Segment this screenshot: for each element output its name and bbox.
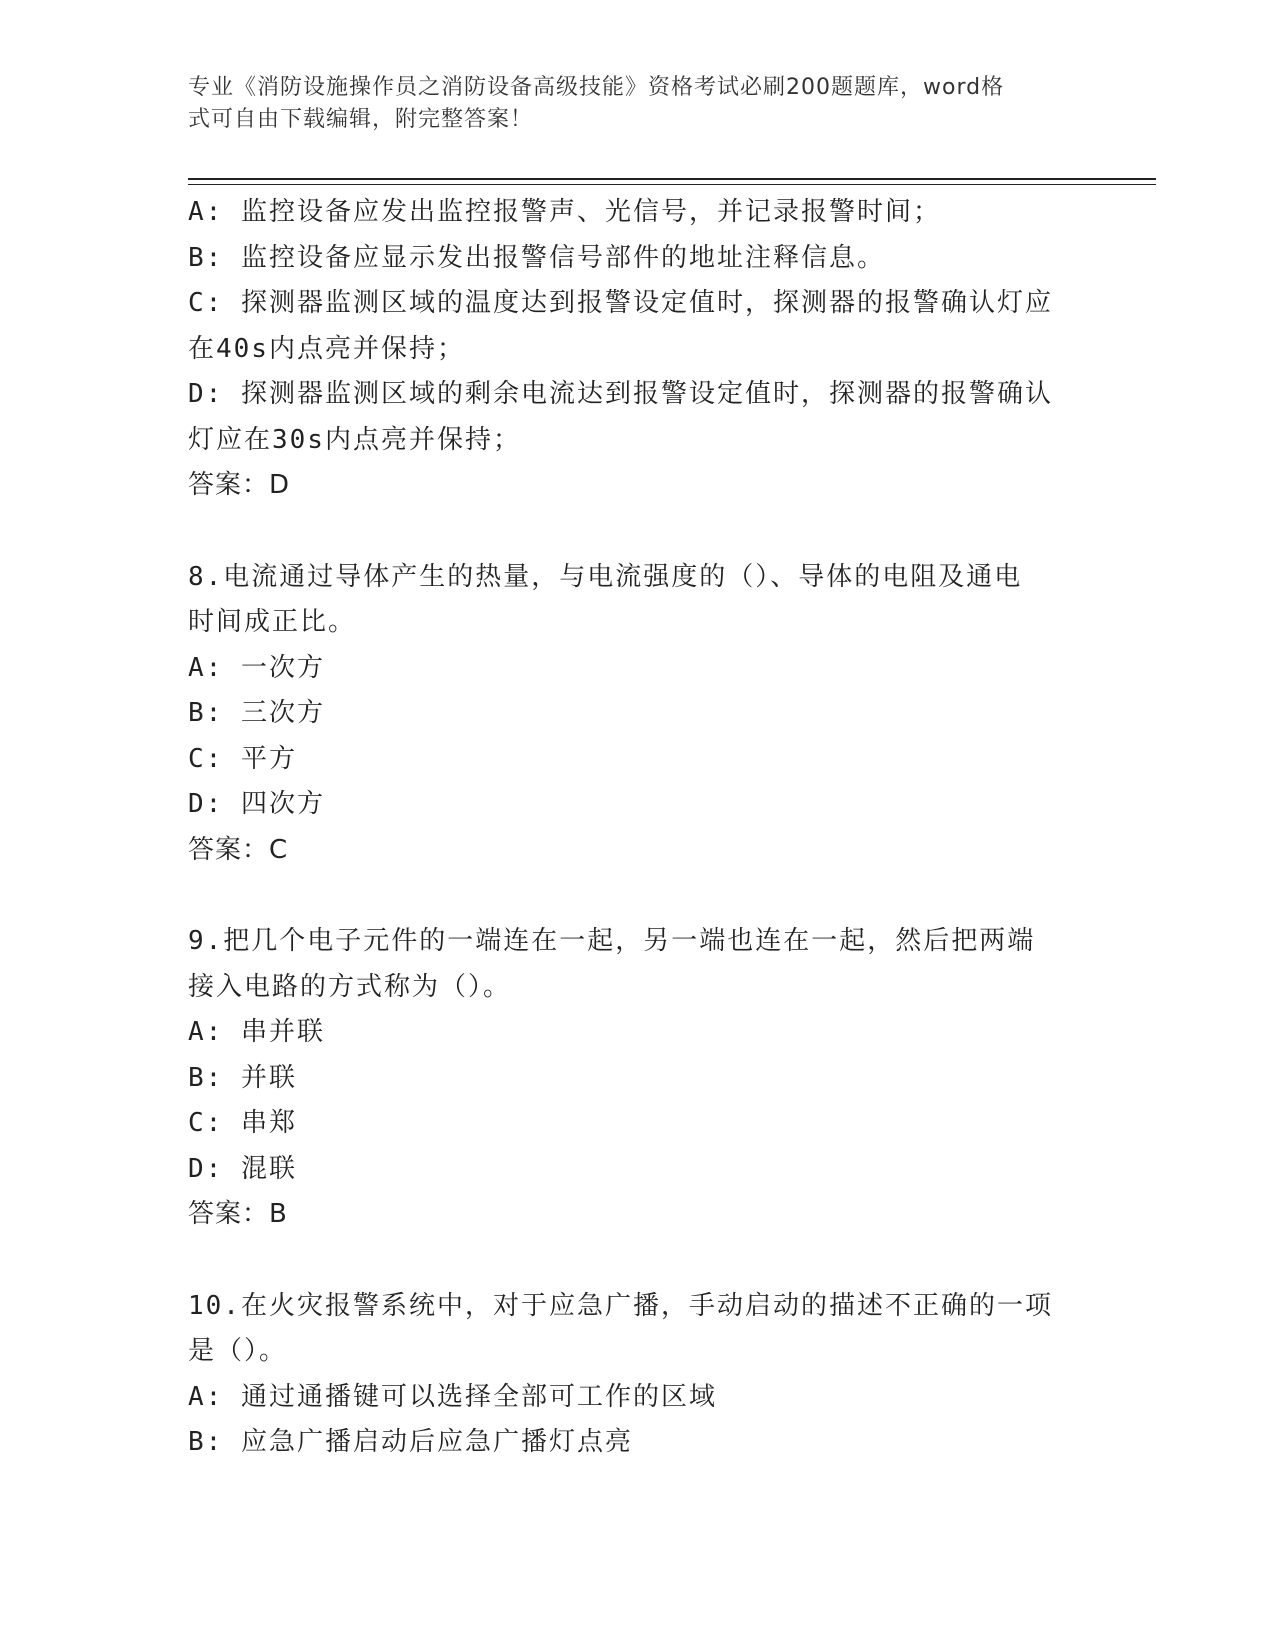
option-a: A: 通过通播键可以选择全部可工作的区域 — [188, 1381, 717, 1412]
option-c: C: 串郑 — [188, 1108, 297, 1138]
spacer — [188, 1238, 1088, 1284]
question-10 — [188, 1284, 1088, 1466]
option-a: A: 监控设备应发出监控报警声、光信号，并记录报警时间； — [188, 197, 941, 227]
option-d-line-2: 灯应在30s内点亮并保持； — [188, 424, 521, 455]
option-c-line-2: 在40s内点亮并保持； — [188, 333, 465, 364]
option-c: C: 平方 — [188, 743, 297, 774]
option-d-line-1: D: 探测器监测区域的剩余电流达到报警设定值时，探测器的报警确认 — [188, 379, 1053, 409]
option-b: B: 并联 — [188, 1062, 297, 1093]
option-c-line-1: C: 探测器监测区域的温度达到报警设定值时，探测器的报警确认灯应 — [188, 288, 1053, 318]
option-b: B: 应急广播启动后应急广播灯点亮 — [188, 1427, 633, 1457]
question-stem-line-2: 是（）。 — [188, 1336, 288, 1366]
question-7 — [188, 190, 1088, 509]
answer: 答案：B — [188, 1199, 288, 1229]
option-d: D: 四次方 — [188, 789, 325, 819]
question-stem-line-2: 接入电路的方式称为（）。 — [188, 971, 512, 1002]
question-9 — [188, 919, 1088, 1238]
answer: 答案：D — [188, 470, 291, 500]
spacer — [188, 873, 1088, 919]
option-b: B: 监控设备应显示发出报警信号部件的地址注释信息。 — [188, 242, 885, 273]
header-divider-thin — [188, 184, 1156, 185]
question-stem-line-1: 9.把几个电子元件的一端连在一起，另一端也连在一起，然后把两端 — [188, 926, 1036, 956]
option-d: D: 混联 — [188, 1153, 297, 1184]
question-list — [188, 190, 1088, 1466]
question-stem-line-1: 8.电流通过导体产生的热量，与电流强度的（）、导体的电阻及通电 — [188, 561, 1023, 592]
option-a: A: 串并联 — [188, 1017, 325, 1047]
spacer — [188, 509, 1088, 555]
header-divider-thick — [188, 178, 1156, 180]
option-a: A: 一次方 — [188, 652, 325, 683]
answer: 答案：C — [188, 834, 289, 865]
option-b: B: 三次方 — [188, 698, 325, 728]
question-stem-line-1: 10.在火灾报警系统中，对于应急广播，手动启动的描述不正确的一项 — [188, 1290, 1053, 1321]
header-line-2: 式可自由下载编辑，附完整答案！ — [188, 107, 534, 132]
document-header — [188, 72, 1068, 136]
question-stem-line-2: 时间成正比。 — [188, 607, 357, 637]
question-8 — [188, 555, 1088, 874]
header-line-1: 专业《消防设施操作员之消防设备高级技能》资格考试必刷200题题库，word格 — [188, 75, 1005, 100]
